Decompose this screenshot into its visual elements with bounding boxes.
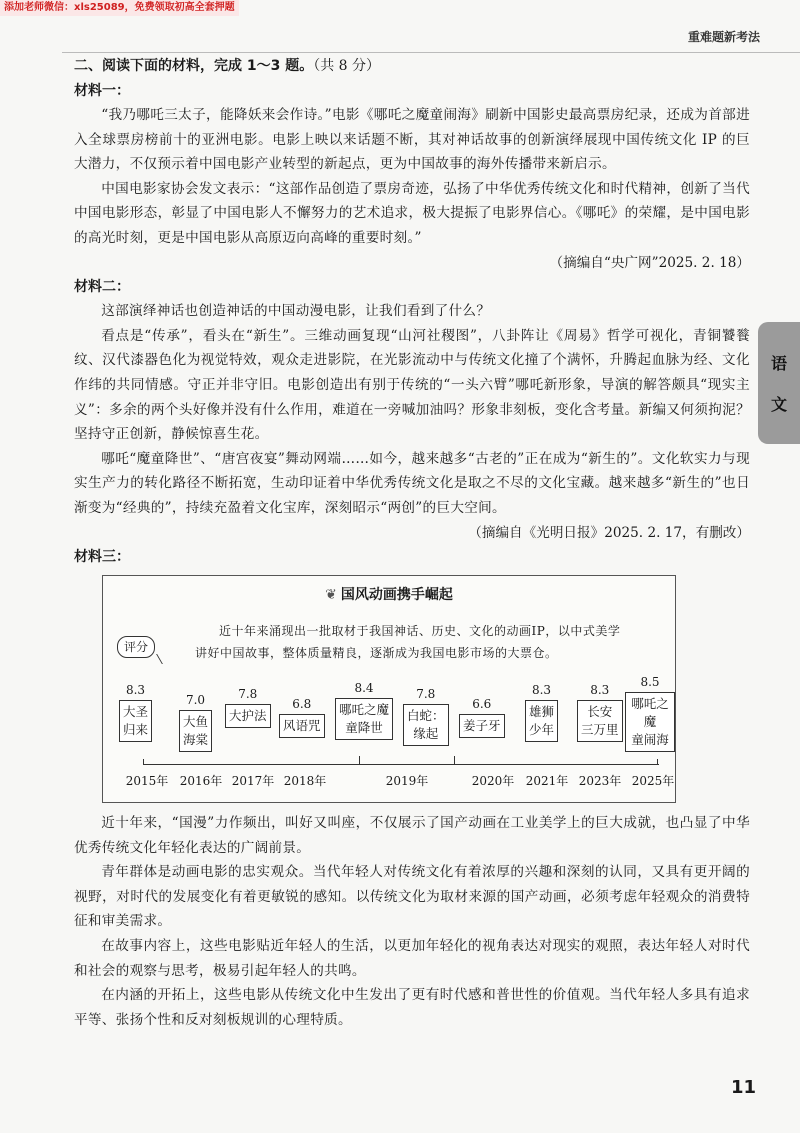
material2-label: 材料二： — [74, 279, 130, 296]
film-item — [119, 682, 152, 742]
timeline-tick — [657, 759, 658, 764]
score-label: 评分 — [117, 636, 155, 658]
film-name: 雄狮 少年 — [525, 700, 558, 742]
year-label: 2015年 — [125, 774, 169, 789]
film-score: 6.6 — [472, 697, 492, 712]
timeline-tick — [143, 759, 144, 764]
material3-label: 材料三： — [74, 549, 130, 566]
film-name: 大护法 — [225, 704, 271, 728]
infographic — [102, 575, 676, 803]
section-points: （共 8 分） — [313, 58, 381, 74]
film-item — [335, 680, 393, 740]
film-name: 大鱼 海棠 — [179, 710, 212, 752]
paragraph: 哪吒“魔童降世”、“唐宫夜宴”舞动网端……如今，越来越多“古老的”正在成为“新生的”。文化软实力与现实生产力的转化路径不断拓宽，生动印证着中华优秀传统文化是取之不尽的文化宝藏。越来越多“新生的”也日渐变为“经典的”，持续充盈着文化宝库，深刻昭示“两创”的巨大空间。 — [74, 450, 750, 516]
paragraph: 这部演绎神话也创造神话的中国动漫电影，让我们看到了什么？ — [101, 303, 491, 320]
side-tab-char: 语 — [770, 354, 787, 373]
infographic-intro: 近十年来涌现出一批取材于我国神话、历史、文化的动画IP，以中式美学讲好中国故事，整体质量精良，逐渐成为我国电影市场的大票仓。 — [195, 624, 621, 661]
infographic-title-text: 国风动画携手崛起 — [340, 587, 453, 604]
source-citation: （摘编自《光明日报》2025. 2. 17，有删改） — [468, 524, 750, 541]
film-item — [279, 696, 325, 738]
paragraph: 在内涵的开拓上，这些电影从传统文化中生发出了更有时代感和普世性的价值观。当代年轻人多具有追求平等、张扬个性和反对刻板规训的心理特质。 — [74, 987, 750, 1028]
year-label: 2020年 — [471, 774, 515, 789]
film-item — [225, 686, 271, 728]
film-score: 7.8 — [238, 687, 258, 702]
section-title — [74, 52, 750, 79]
film-name: 白蛇： 缘起 — [403, 704, 449, 746]
score-label-pointer — [146, 654, 163, 664]
header-title: 重难题新考法 — [687, 30, 760, 44]
film-score: 6.8 — [292, 697, 312, 712]
section-title-text: 二、阅读下面的材料，完成 1～3 题。 — [74, 58, 314, 74]
film-name: 长安 三万里 — [577, 700, 623, 742]
paragraph: “我乃哪吒三太子，能降妖来会作诗。”电影《哪吒之魔童闹海》刷新中国影史最高票房纪录，还成为首部进入全球票房榜前十的亚洲电影。电影上映以来话题不断，其对神话故事的创新演绎展现中国传统文化 IP 的巨大潜力，不仅预示着中国电影产业转型的新起点，更为中国故事的海外传播带来新启示。 — [74, 107, 750, 173]
year-label: 2017年 — [231, 774, 275, 789]
year-label: 2021年 — [525, 774, 569, 789]
infographic-title — [103, 584, 675, 604]
film-score: 8.3 — [125, 683, 146, 698]
film-item — [525, 682, 558, 742]
paragraph: 青年群体是动画电影的忠实观众。当代年轻人对传统文化有着浓厚的兴趣和深刻的认同，又具有更开阔的视野，对时代的发展变化有着更敏锐的感知。以传统文化为取材来源的国产动画，必须考虑年轻观众的消费特征和审美需求。 — [74, 864, 750, 930]
film-item — [403, 686, 449, 746]
film-item — [459, 696, 505, 738]
film-item — [625, 674, 675, 752]
film-name: 风语咒 — [279, 714, 325, 738]
film-score: 7.0 — [185, 693, 206, 708]
leaf-icon: ❦ — [325, 587, 337, 604]
film-item — [577, 682, 623, 742]
film-name: 哪吒之魔 童降世 — [335, 698, 393, 740]
source-citation: （摘编自“央广网”2025. 2. 18） — [549, 254, 750, 271]
year-bracket — [359, 756, 455, 765]
film-score: 8.4 — [354, 681, 374, 696]
paragraph: 在故事内容上，这些电影贴近年轻人的生活，以更加年轻化的视角表达对现实的观照，表达年轻人对时代和社会的观察与思考，极易引起年轻人的共鸣。 — [74, 938, 750, 979]
subject-side-tab — [758, 322, 800, 444]
film-score: 7.8 — [416, 687, 436, 702]
material1-label: 材料一： — [74, 83, 130, 99]
year-label: 2025年 — [631, 774, 675, 789]
page-content — [74, 52, 750, 1032]
paragraph: 看点是“传承”，看头在“新生”。三维动画复现“山河社稷图”，八卦阵让《周易》哲学可视化，青铜饕餮纹、汉代漆器色化为视觉特效，观众走进影院，在光影流动中与传统文化撞了个满怀，升腾起血脉为经、文化作纬的共同情感。守正并非守旧。电影创造出有别于传统的“一头六臂”哪吒新形象，导演的解答颇具“现实主义”：多余的两个头好像并没有什么作用，难道在一旁喊加油吗？形象非刻板，变化含考量。新编又何须拘泥？坚持守正创新，静候惊喜生花。 — [74, 327, 750, 443]
film-name: 哪吒之魔 童闹海 — [625, 692, 675, 752]
year-label: 2016年 — [179, 774, 223, 789]
film-score: 8.3 — [590, 683, 610, 698]
film-score: 8.5 — [640, 675, 660, 690]
year-label: 2019年 — [385, 774, 429, 789]
film-score: 8.3 — [531, 683, 552, 698]
paragraph: 中国电影家协会发文表示：“这部作品创造了票房奇迹，弘扬了中华优秀传统文化和时代精神，创新了当代中国电影形态，彰显了中国电影人不懈努力的艺术追求，极大提振了电影界信心。《哪吒》的荣耀，是中国电影的高光时刻，更是中国电影从高原迈向高峰的重要时刻。” — [74, 180, 750, 246]
side-tab-char: 文 — [770, 395, 787, 414]
year-label: 2023年 — [578, 774, 622, 789]
paragraph: 近十年来，“国漫”力作频出，叫好又叫座，不仅展示了国产动画在工业美学上的巨大成就，也凸显了中华优秀传统文化年轻化表达的广阔前景。 — [74, 815, 750, 856]
year-label: 2018年 — [283, 774, 327, 789]
page-number: 11 — [730, 1077, 756, 1098]
film-name: 大圣 归来 — [119, 700, 152, 742]
film-item — [179, 692, 212, 752]
film-name: 姜子牙 — [459, 714, 505, 738]
watermark-banner: 添加老师微信：xls25089，免费领取初高全套押题 — [0, 0, 239, 16]
